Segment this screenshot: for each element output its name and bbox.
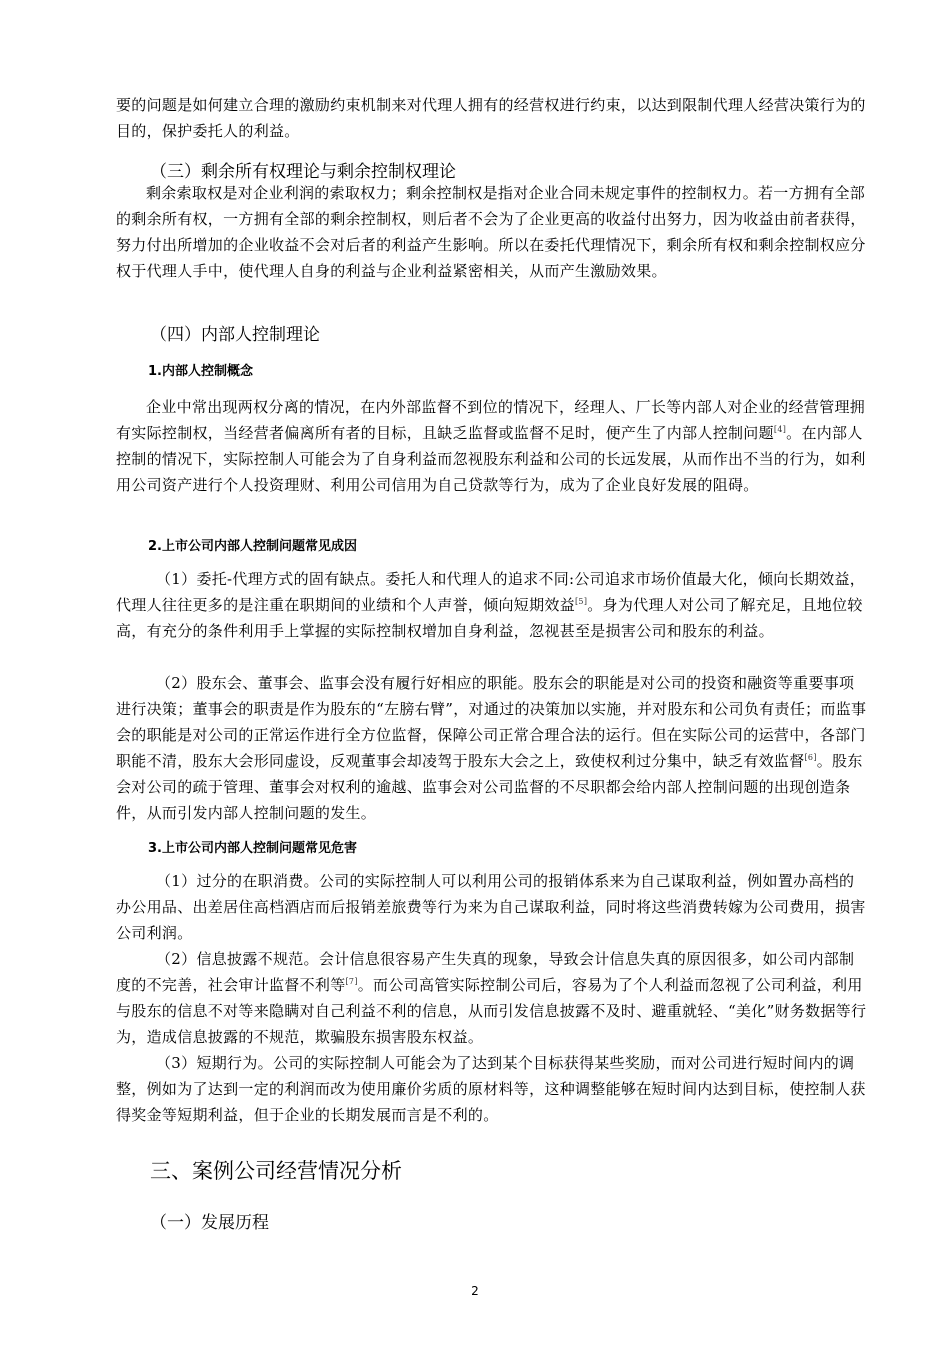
citation-5: [5]: [575, 597, 588, 606]
citation-6: [6]: [804, 753, 817, 762]
text-part: 。股东会对公司的疏于管理、董事会对权利的逾越、监事会对公司监督的不尽职都会给内部人控制问题的出现创造条件，从而引发内部人控制问题的发生。: [116, 752, 863, 822]
text-part: 企业中常出现两权分离的情况，在内外部监督不到位的情况下，经理人、厂长等内部人对企业的经营管理拥有实际控制权，当经营者偏离所有者的目标，且缺乏监督或监督不足时，便产生了内部人控制问题: [116, 398, 866, 442]
heading-insider-control: （四）内部人控制理论: [150, 325, 320, 345]
text-part: 。身为代理人对公司了解充足，且地位较高，有充分的条件利用手上掌握的实际控制权增加自身利益，忽视甚至是损害公司和股东的利益。: [116, 596, 863, 640]
citation-4: [4]: [773, 425, 787, 434]
paragraph-agency-intro: 要的问题是如何建立合理的激励约束机制来对代理人拥有的经营权进行约束，以达到限制代理人经营决策行为的目的，保护委托人的利益。: [116, 96, 866, 140]
paragraph-harm-3: （3）短期行为。公司的实际控制人可能会为了达到某个目标获得某些奖励，而对公司进行短时间内的调整，例如为了达到一定的利润而改为使用廉价劣质的原材料等，这种调整能够在短时间内达到目标，使控制人获得奖金等短期利益，但于企业的长期发展而言是不利的。: [116, 1054, 866, 1124]
paragraph-insider-concept: [116, 394, 868, 498]
paragraph-cause-1: [116, 566, 868, 644]
subheading-insider-concept: 1.内部人控制概念: [148, 364, 253, 379]
heading-section-three: 三、案例公司经营情况分析: [150, 1159, 402, 1183]
text-part: 。而公司高管实际控制公司后，容易为了个人利益而忽视了公司利益，利用与股东的信息不对等来隐瞒对自己利益不利的信息，从而引发信息披露不及时、避重就轻、“美化”财务数据等行为，造成信息披露的不规范，欺骗股东损害股东权益。: [116, 976, 867, 1046]
heading-development-history: （一）发展历程: [150, 1213, 269, 1233]
page-number: 2: [471, 1284, 479, 1298]
text-part: 。在内部人控制的情况下，实际控制人可能会为了自身利益而忽视股东利益和公司的长远发展，从而作出不当的行为，如利用公司资产进行个人投资理财、利用公司信用为自己贷款等行为，成为了企业良好发展的阻碍。: [116, 424, 866, 494]
subheading-causes: 2.上市公司内部人控制问题常见成因: [148, 539, 357, 554]
citation-7: [7]: [345, 977, 358, 986]
subheading-harms: 3.上市公司内部人控制问题常见危害: [148, 841, 357, 856]
text-part: （1）委托-代理方式的固有缺点。委托人和代理人的追求不同:公司追求市场价值最大化，倾向长期效益，代理人往往更多的是注重在职期间的业绩和个人声誉，倾向短期效益: [116, 570, 866, 614]
paragraph-harm-2: [116, 946, 868, 1050]
heading-residual-rights: （三）剩余所有权理论与剩余控制权理论: [150, 162, 456, 182]
paragraph-harm-1: （1）过分的在职消费。公司的实际控制人可以利用公司的报销体系来为自己谋取利益，例如置办高档的办公用品、出差居住高档酒店而后报销差旅费等行为来为自己谋取利益，同时将这些消费转嫁为公司费用，损害公司利润。: [116, 872, 866, 942]
text-part: （2）股东会、董事会、监事会没有履行好相应的职能。股东会的职能是对公司的投资和融资等重要事项进行决策；董事会的职责是作为股东的“左膀右臂”，对通过的决策加以实施，并对股东和公司负有责任；而监事会的职能是对公司的正常运作进行全方位监督，保障公司正常合理合法的运行。但在实际公司的运营中，各部门职能不清，股东大会形同虚设，反观董事会却凌驾于股东大会之上，致使权利过分集中，缺乏有效监督: [116, 674, 867, 770]
paragraph-residual-rights: 剩余索取权是对企业利润的索取权力；剩余控制权是指对企业合同未规定事件的控制权力。若一方拥有全部的剩余所有权，一方拥有全部的剩余控制权，则后者不会为了企业更高的收益付出努力，因为收益由前者获得，努力付出所增加的企业收益不会对后者的利益产生影响。所以在委托代理情况下，剩余所有权和剩余控制权应分权于代理人手中，使代理人自身的利益与企业利益紧密相关，从而产生激励效果。: [116, 184, 866, 280]
text-part: （2）信息披露不规范。会计信息很容易产生失真的现象，导致会计信息失真的原因很多，如公司内部制度的不完善，社会审计监督不利等: [116, 950, 855, 994]
paragraph-cause-2: [116, 670, 868, 826]
